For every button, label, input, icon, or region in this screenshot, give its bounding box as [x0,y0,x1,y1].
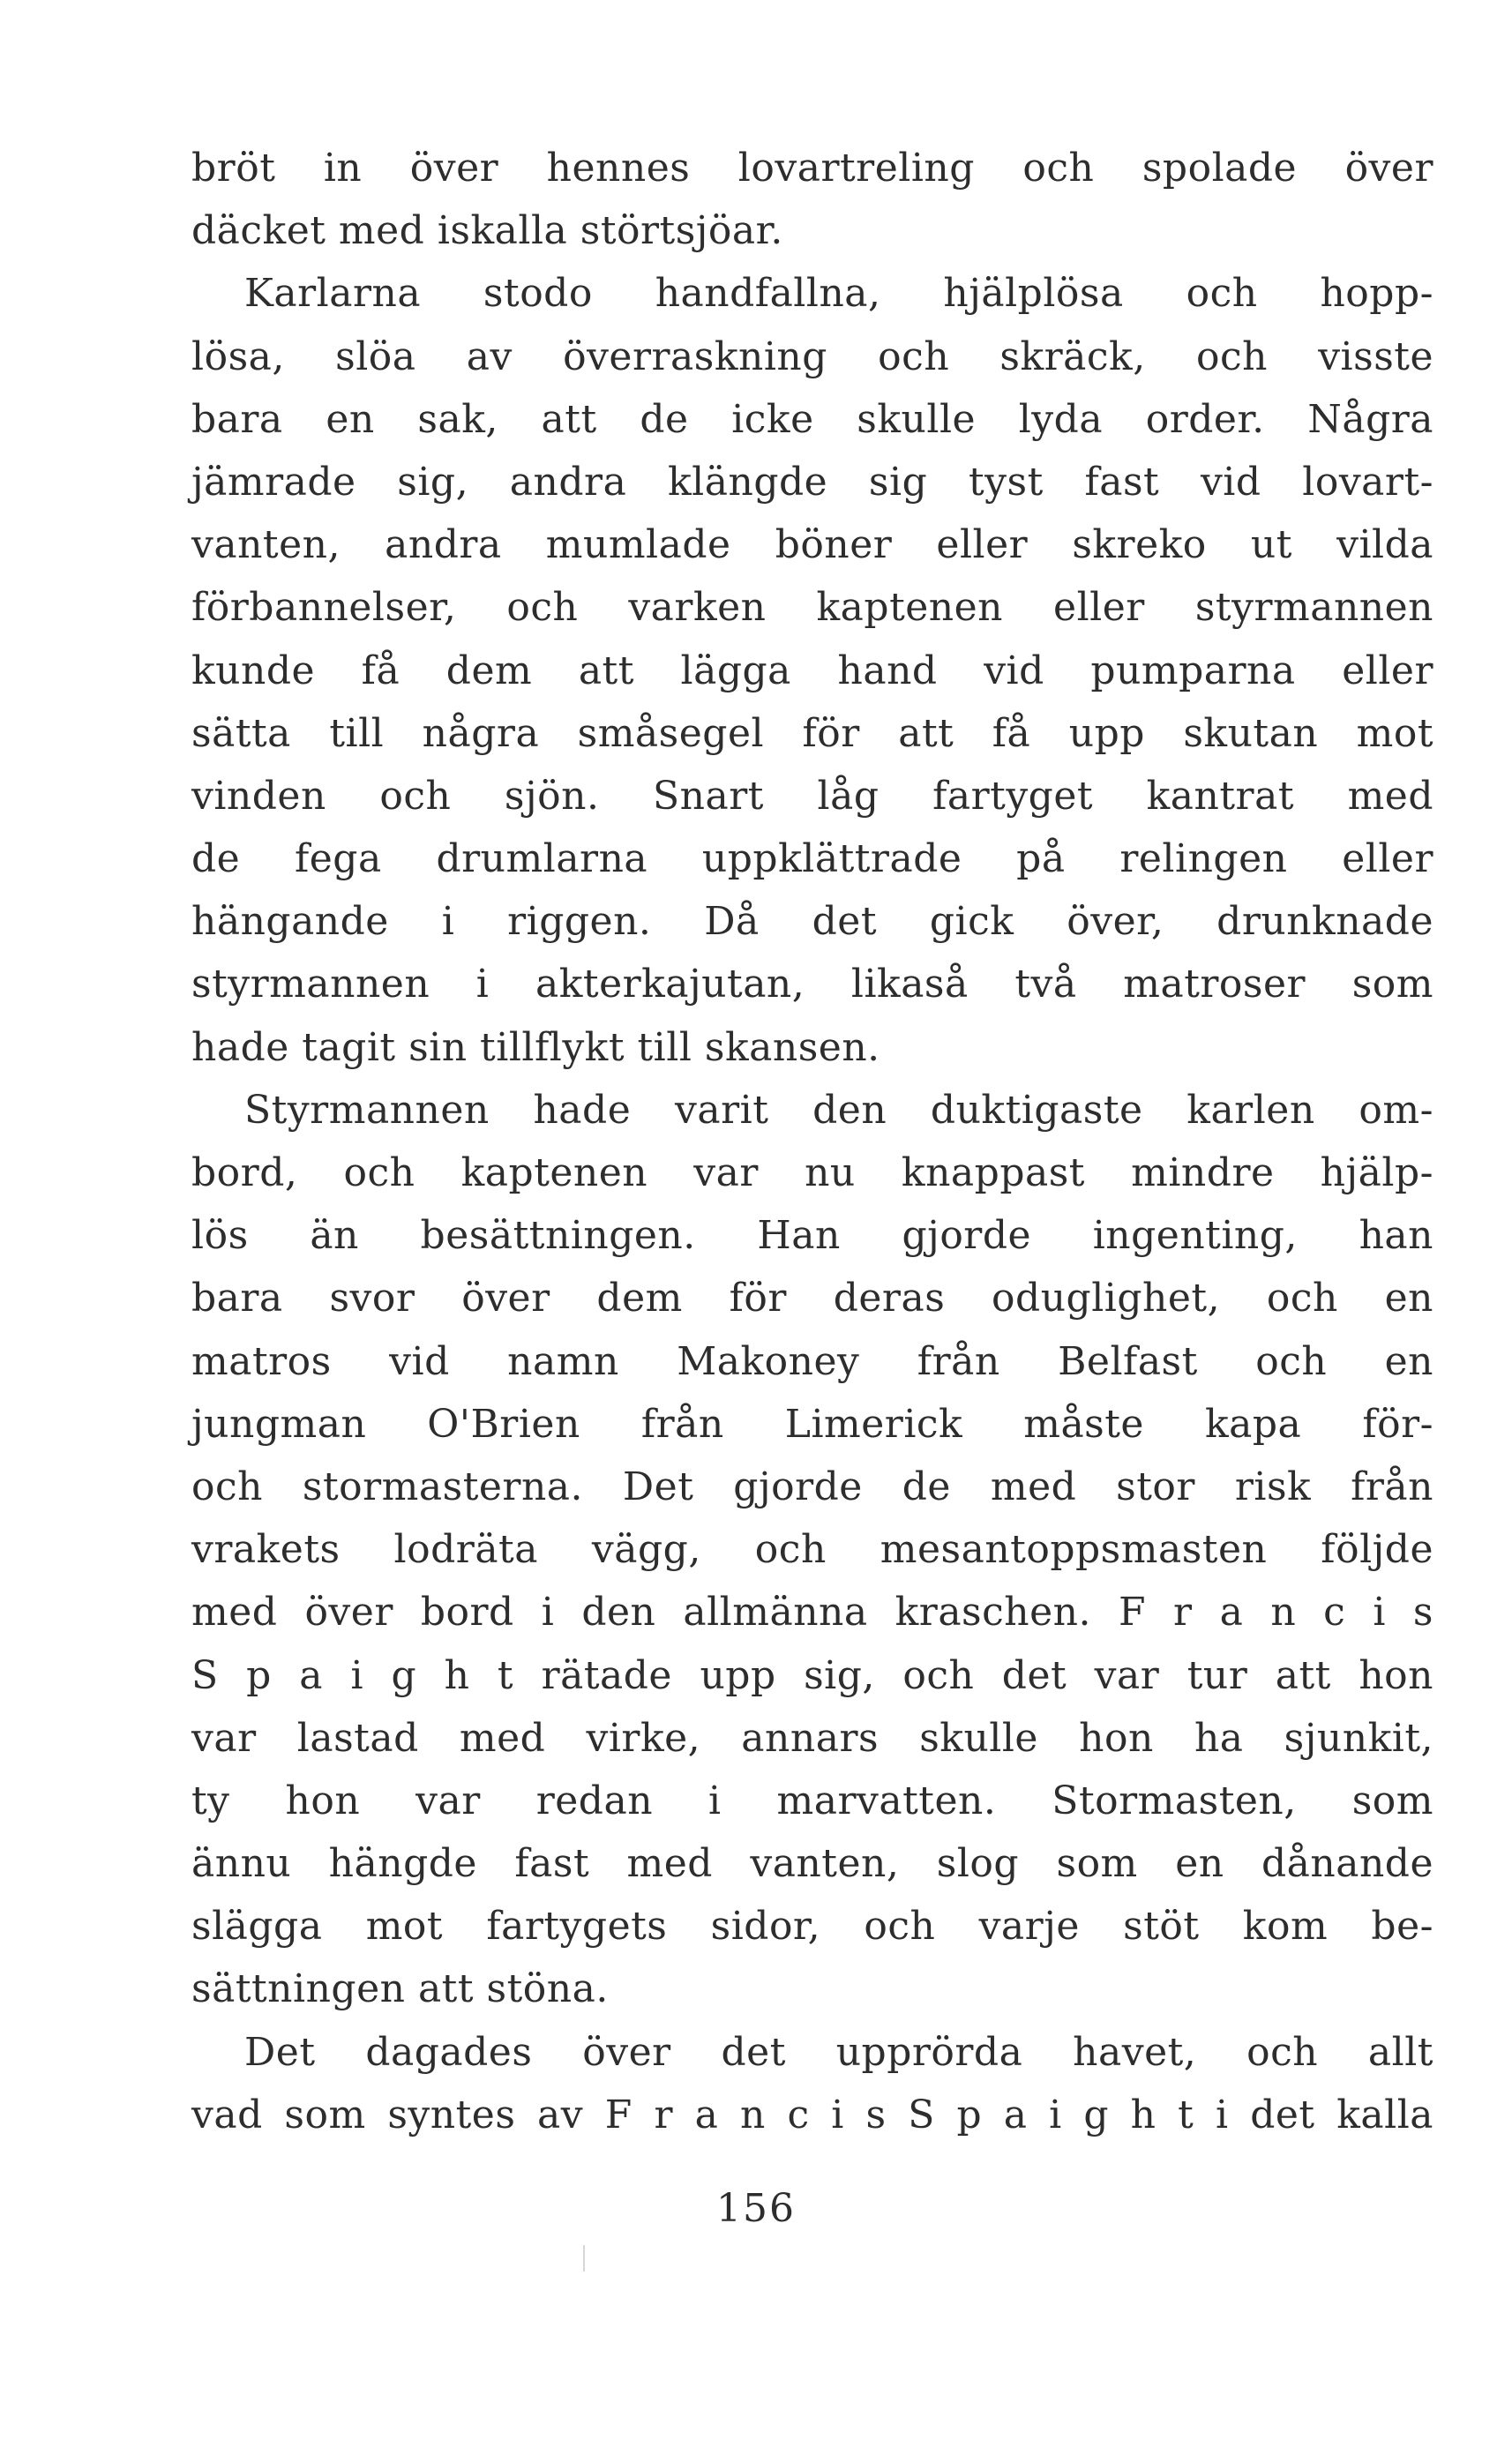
text-line: förbannelser, och varken kaptenen eller styrmannen [191,585,1433,631]
body-text [191,137,1433,2146]
text-line: jämrade sig, andra klängde sig tyst fast vid lovart- [191,459,1433,505]
text-line: bord, och kaptenen var nu knappast mindre hjälp- [191,1150,1433,1195]
text-line: Det dagades över det upprörda havet, och allt [244,2029,1433,2075]
text-line: vinden och sjön. Snart låg fartyget kantrat med [191,773,1433,819]
text-line: ännu hängde fast med vanten, slog som en dånande [191,1841,1433,1887]
text-line: hängande i riggen. Då det gick över, drunknade [191,899,1433,945]
text-line: med över bord i den allmänna kraschen. F r a n c i s [191,1590,1433,1636]
text-line: slägga mot fartygets sidor, och varje stöt kom be- [191,1904,1433,1950]
text-line: sättningen att stöna. [191,1966,609,2012]
text-line: Karlarna stodo handfallna, hjälplösa och hopp- [244,271,1433,317]
page-number: 156 [716,2186,796,2231]
text-line: vrakets lodräta vägg, och mesantoppsmasten följde [191,1527,1433,1573]
text-line: bröt in över hennes lovartreling och spolade över [191,146,1433,191]
text-line: bara svor över dem för deras oduglighet, och en [191,1276,1433,1321]
scan-mark [583,2245,585,2272]
text-line: var lastad med virke, annars skulle hon ha sjunkit, [191,1715,1433,1761]
text-line: däcket med iskalla störtsjöar. [191,208,783,254]
text-line: styrmannen i akterkajutan, likaså två matroser som [191,962,1433,1007]
text-line: bara en sak, att de icke skulle lyda order. Några [191,396,1433,442]
text-line: kunde få dem att lägga hand vid pumparna eller [191,648,1433,693]
text-line: lös än besättningen. Han gjorde ingenting, han [191,1213,1433,1259]
text-line: Styrmannen hade varit den duktigaste karlen om- [244,1087,1433,1133]
text-line: de fega drumlarna uppklättrade på relingen eller [191,836,1433,882]
text-line: ty hon var redan i marvatten. Stormasten, som [191,1778,1433,1823]
text-line: och stormasterna. Det gjorde de med stor risk från [191,1464,1433,1509]
text-line: sätta till några småsegel för att få upp skutan mot [191,710,1433,756]
text-line: jungman O'Brien från Limerick måste kapa för- [191,1401,1433,1447]
text-line: lösa, slöa av överraskning och skräck, och visste [191,333,1433,379]
text-line: vad som syntes av F r a n c i s S p a i g h t i det kalla [191,2092,1433,2137]
text-line: vanten, andra mumlade böner eller skreko ut vilda [191,522,1433,568]
text-line: hade tagit sin tillflykt till skansen. [191,1024,880,1070]
text-line: matros vid namn Makoney från Belfast och en [191,1338,1433,1384]
text-line: S p a i g h t rätade upp sig, och det var tur att hon [191,1652,1433,1698]
